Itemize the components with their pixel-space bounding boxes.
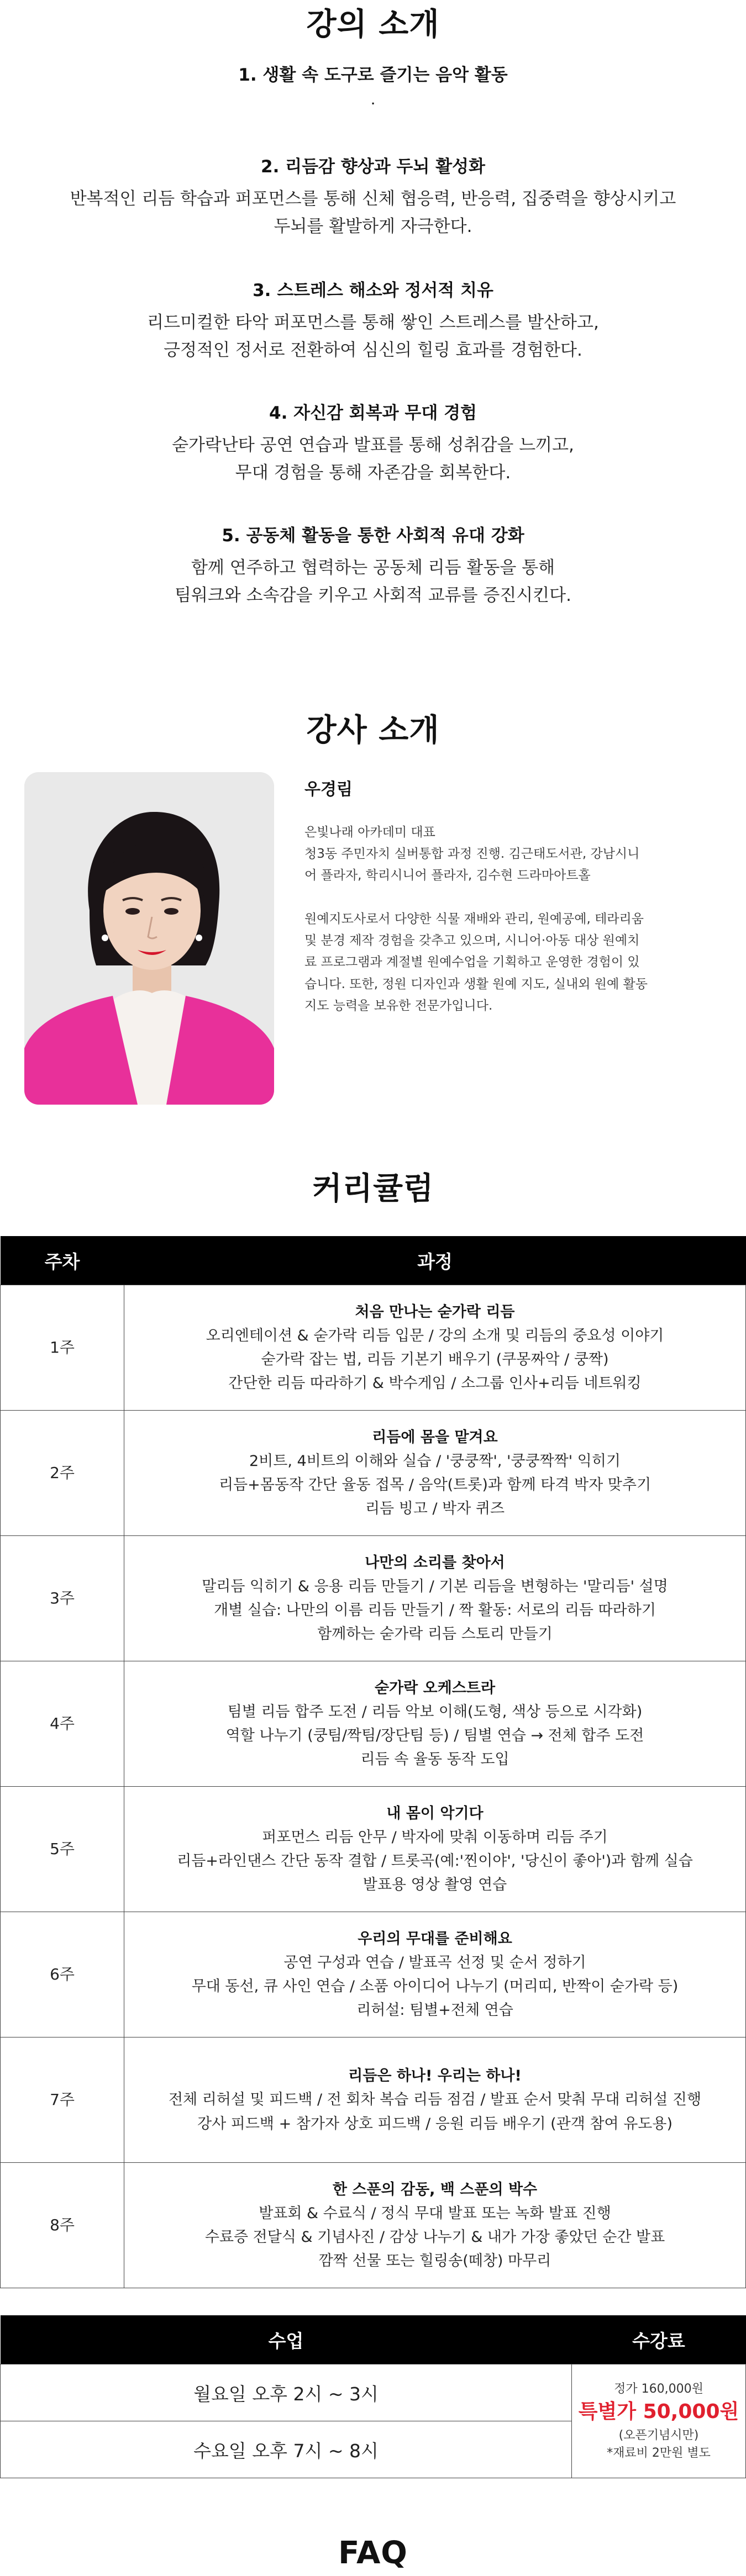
course-title: 나만의 소리를 찾아서 [365, 1554, 505, 1571]
table-row [1, 2163, 746, 2288]
table-row [1, 1285, 746, 1411]
course-cell [124, 1285, 746, 1411]
table-header-row [1, 1236, 746, 1285]
course-title: 우리의 무대를 준비해요 [358, 1930, 512, 1947]
course-line: 함께하는 숟가락 리듬 스토리 만들기 [317, 1625, 553, 1643]
class-time-cell: 수요일 오후 7시 ~ 8시 [1, 2421, 572, 2478]
intro-item-line: 긍정적인 정서로 전환하여 심신의 힐링 효과를 경험한다. [164, 340, 582, 361]
week-cell: 3주 [1, 1536, 124, 1661]
instructor-section [24, 772, 726, 1105]
instructor-bio-1: 은빛나래 아카데미 대표 청3동 주민자치 실버통합 과정 진행. 김근태도서관, 강남시니 어 플라자, 학리시니어 플라자, 김수현 드라마아트홀 [304, 825, 640, 883]
intro-item-line: 무대 경험을 통해 자존감을 회복한다. [235, 463, 511, 483]
instructor-portrait-illustration [24, 772, 274, 1105]
course-cell [124, 1912, 746, 2037]
class-time-cell: 월요일 오후 2시 ~ 3시 [1, 2364, 572, 2421]
special-price: 특별가 50,000원 [578, 2400, 739, 2424]
table-row [1, 1536, 746, 1661]
original-price: 정가 160,000원 [614, 2382, 703, 2396]
course-line: 퍼포먼스 리듬 안무 / 박자에 맞춰 이동하며 리듬 주기 [262, 1828, 608, 1846]
intro-item-5 [0, 521, 746, 609]
instructor-heading: 강사 소개 [306, 712, 440, 748]
week-cell: 8주 [1, 2163, 124, 2288]
course-title: 내 몸이 악기다 [386, 1804, 484, 1822]
course-line: 리듬+라인댄스 간단 동작 결합 / 트롯곡(예:'찐이야', '당신이 좋아')과 함께 실습 [177, 1852, 693, 1870]
course-line: 리듬+몸동작 간단 율동 접목 / 음악(트롯)과 함께 타격 박자 맞추기 [218, 1476, 652, 1493]
intro-item-title: 5. 공동체 활동을 통한 사회적 유대 강화 [222, 526, 524, 546]
table-row [1, 2364, 746, 2421]
column-header-course: 과정 [124, 1236, 746, 1285]
course-line: 2비트, 4비트의 이해와 실습 / '쿵쿵짝', '쿵쿵짝짝' 익히기 [249, 1452, 621, 1470]
intro-item-3 [0, 276, 746, 364]
course-line: 깜짝 선물 또는 힐링송(떼창) 마무리 [318, 2252, 551, 2270]
course-line: 오리엔테이션 & 숟가락 리듬 입문 / 강의 소개 및 리듬의 중요성 이야기 [206, 1327, 664, 1344]
table-row [1, 2037, 746, 2163]
intro-item-2 [0, 152, 746, 240]
faq-section [0, 2535, 746, 2571]
course-cell [124, 1661, 746, 1787]
course-cell [124, 2037, 746, 2163]
course-line: 발표회 & 수료식 / 정식 무대 발표 또는 녹화 발표 진행 [259, 2204, 611, 2222]
intro-item-title: 1. 생활 속 도구로 즐기는 음악 활동 [238, 65, 508, 85]
week-cell: 4주 [1, 1661, 124, 1787]
course-cell [124, 2163, 746, 2288]
intro-heading: 강의 소개 [306, 7, 440, 43]
course-line: 리허설: 팀별+전체 연습 [356, 2002, 513, 2019]
intro-item-line: . [370, 89, 376, 108]
fee-table [0, 2315, 746, 2478]
instructor-photo [24, 772, 274, 1105]
course-title: 한 스푼의 감동, 백 스푼의 박수 [332, 2181, 538, 2198]
intro-item-title: 4. 자신감 회복과 무대 경험 [269, 403, 477, 423]
intro-item-line: 숟가락난타 공연 연습과 발표를 통해 성취감을 느끼고, [172, 435, 574, 455]
course-line: 리듬 빙고 / 박자 퀴즈 [365, 1500, 505, 1518]
course-line: 공연 구성과 연습 / 발표곡 선정 및 순서 정하기 [283, 1954, 586, 1971]
table-header-row [1, 2315, 746, 2364]
table-row [1, 1411, 746, 1536]
course-cell [124, 1787, 746, 1912]
intro-item-line: 함께 연주하고 협력하는 공동체 리듬 활동을 통해 [191, 558, 555, 578]
course-line: 말리듬 익히기 & 응용 리듬 만들기 / 기본 리듬을 변형하는 '말리듬' 설명 [202, 1577, 668, 1595]
faq-heading: FAQ [338, 2535, 408, 2571]
course-line: 전체 리허설 및 피드백 / 전 회차 복습 리듬 점검 / 발표 순서 맞춰 무대 리허설 진행 [168, 2091, 702, 2109]
table-row [1, 1912, 746, 2037]
week-cell: 5주 [1, 1787, 124, 1912]
course-line: 무대 동선, 큐 사인 연습 / 소품 아이디어 나누기 (머리띠, 반짝이 숟가락 등) [191, 1978, 679, 1995]
course-line: 역할 나누기 (쿵팀/짝팀/장단팀 등) / 팀별 연습 → 전체 합주 도전 [225, 1727, 644, 1744]
intro-item-line: 팀워크와 소속감을 키우고 사회적 교류를 증진시킨다. [175, 585, 571, 606]
course-title: 처음 만나는 숟가락 리듬 [355, 1303, 515, 1321]
instructor-bio-2: 원예지도사로서 다양한 식물 재배와 관리, 원예공예, 테라리움 및 분경 제작 경험을 갖추고 있으며, 시니어·아동 대상 원예치 료 프로그램과 계절별 원예수업을 기획하고 운영한 경험이 있 습니다. 또한, 정원 디자인과 생활 원예 지도, 실내외 원예 활동 지도 능력을 보유한 전문가입니다. [304, 912, 648, 1013]
special-price-note: (오픈기념시만) [618, 2428, 699, 2442]
course-line: 리듬 속 율동 동작 도입 [360, 1751, 509, 1769]
intro-item-line: 반복적인 리듬 학습과 퍼포먼스를 통해 신체 협응력, 반응력, 집중력을 향상시키고 [70, 189, 676, 209]
material-fee-note: *재료비 2만원 별도 [607, 2446, 711, 2460]
intro-item-title: 2. 리듬감 향상과 두뇌 활성화 [261, 157, 485, 177]
table-row [1, 1787, 746, 1912]
column-header-class: 수업 [1, 2315, 572, 2364]
column-header-fee: 수강료 [572, 2315, 746, 2364]
week-cell: 2주 [1, 1411, 124, 1536]
curriculum-heading: 커리큘럼 [312, 1171, 434, 1207]
intro-item-title: 3. 스트레스 해소와 정서적 치유 [253, 281, 493, 300]
intro-item-4 [0, 399, 746, 487]
curriculum-body [1, 1285, 746, 2288]
course-title: 리듬은 하나! 우리는 하나! [348, 2067, 522, 2085]
course-cell [124, 1411, 746, 1536]
intro-item-line: 두뇌를 활발하게 자극한다. [274, 217, 472, 237]
week-cell: 6주 [1, 1912, 124, 2037]
intro-item-line: 리드미컬한 타악 퍼포먼스를 통해 쌓인 스트레스를 발산하고, [147, 313, 599, 332]
course-cell [124, 1536, 746, 1661]
course-title: 숟가락 오케스트라 [374, 1679, 496, 1697]
course-line: 수료증 전달식 & 기념사진 / 감상 나누기 & 내가 가장 좋았던 순간 발표 [204, 2229, 665, 2246]
course-line: 간단한 리듬 따라하기 & 박수게임 / 소그룹 인사+리듬 네트워킹 [228, 1375, 642, 1392]
intro-item-1 [0, 61, 746, 109]
course-line: 강사 피드백 + 참가자 상호 피드백 / 응원 리듬 배우기 (관객 참여 유도용) [197, 2115, 673, 2132]
course-line: 개별 실습: 나만의 이름 리듬 만들기 / 짝 활동: 서로의 리듬 따라하기 [214, 1602, 656, 1619]
course-line: 숟가락 잡는 법, 리듬 기본기 배우기 (쿠몽짜악 / 쿵짝) [261, 1351, 609, 1368]
course-title: 리듬에 몸을 맡겨요 [372, 1428, 498, 1446]
course-line: 팀별 리듬 합주 도전 / 리듬 악보 이해(도형, 색상 등으로 시각화) [227, 1703, 643, 1720]
week-cell: 1주 [1, 1285, 124, 1411]
price-cell [572, 2364, 746, 2478]
table-row [1, 1661, 746, 1787]
course-line: 발표용 영상 촬영 연습 [363, 1876, 507, 1894]
instructor-name: 우경림 [304, 780, 353, 799]
curriculum-table [0, 1236, 746, 2288]
week-cell: 7주 [1, 2037, 124, 2163]
column-header-week: 주차 [1, 1236, 124, 1285]
